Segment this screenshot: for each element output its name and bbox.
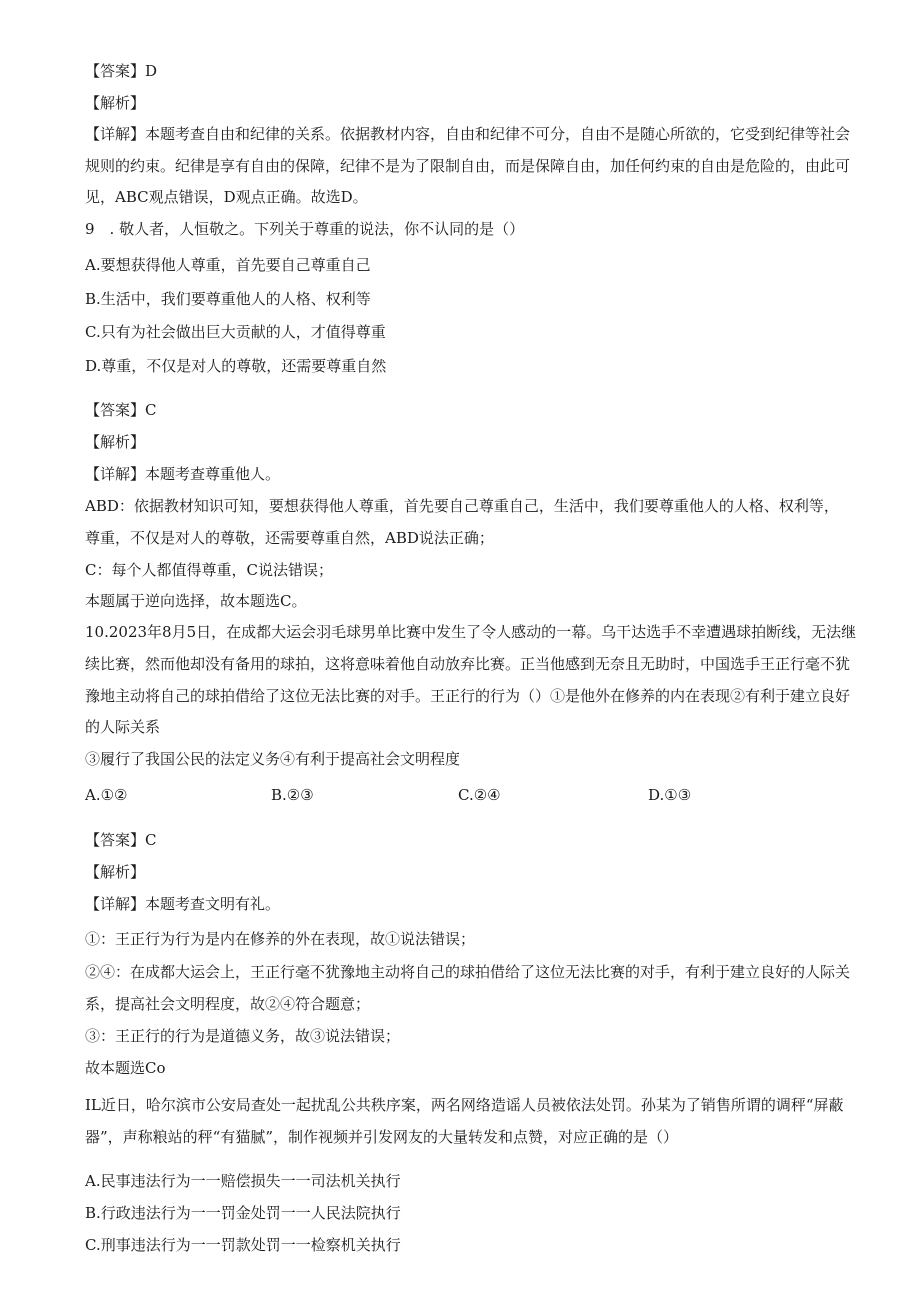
- q10-stem-line-3: 豫地主动将自己的球拍借给了这位无法比赛的对手。王正行的行为（）①是他外在修养的内在表现②有利于建立良好: [85, 687, 851, 705]
- q10-option-b: B.②③: [271, 786, 314, 804]
- q9-option-a: A.要想获得他人尊重，首先要自己尊重自己: [85, 256, 371, 274]
- q10-stem-line-1: 10.2023年8月5日，在成都大运会羽毛球男单比赛中发生了令人感动的一幕。乌干达选手不幸遭遇球拍断线，无法继: [85, 623, 857, 641]
- q11-option-c: C.刑事违法行为一一罚款处罚一一检察机关执行: [85, 1236, 401, 1254]
- q8-answer: 【答案】D: [85, 62, 158, 80]
- q9-detail-line-3: 尊重，不仅是对人的尊敬，还需要尊重自然，ABD说法正确；: [85, 529, 494, 547]
- q10-option-c: C.②④: [458, 786, 501, 804]
- q9-option-d: D.尊重，不仅是对人的尊敬，还需要尊重自然: [85, 357, 387, 375]
- q11-stem-line-1: IL近日，哈尔滨市公安局查处一起扰乱公共秩序案，两名网络造谣人员被依法处罚。孙某为了销售所谓的调秤“屏蔽: [85, 1096, 844, 1114]
- q11-option-a: A.民事违法行为一一赔偿损失一一司法机关执行: [85, 1172, 401, 1190]
- q8-detail-line-3: 见，ABC观点错误，D观点正确。故选D。: [85, 188, 368, 206]
- q9-stem: 9 . 敬人者，人恒敬之。下列关于尊重的说法，你不认同的是（）: [85, 220, 525, 238]
- q10-detail-line-6: 故本题选Co: [85, 1059, 166, 1077]
- q9-answer: 【答案】C: [85, 401, 157, 419]
- q8-detail-line-1: 【详解】本题考查自由和纪律的关系。依据教材内容，自由和纪律不可分，自由不是随心所欲的，它受到纪律等社会: [85, 125, 851, 143]
- q10-analysis-heading: 【解析】: [85, 863, 146, 881]
- q10-detail-line-4: 系，提高社会文明程度，故②④符合题意；: [85, 995, 371, 1013]
- q10-option-a: A.①②: [85, 786, 128, 804]
- q10-detail-line-5: ③：王正行的行为是道德义务，故③说法错误；: [85, 1027, 401, 1045]
- q10-option-d: D.①③: [648, 786, 692, 804]
- q9-analysis-heading: 【解析】: [85, 433, 146, 451]
- q10-stem-line-2: 续比赛，然而他却没有备用的球拍，这将意味着他自动放弃比赛。正当他感到无奈且无助时，中国选手王正行毫不犹: [85, 655, 851, 673]
- q9-option-b: B.生活中，我们要尊重他人的人格、权利等: [85, 290, 371, 308]
- q11-option-b: B.行政违法行为一一罚金处罚一一人民法院执行: [85, 1204, 401, 1222]
- q9-detail-line-2: ABD：依据教材知识可知，要想获得他人尊重，首先要自己尊重自己，生活中，我们要尊重他人的人格、权利等，: [85, 497, 839, 515]
- q10-detail-line-2: ①：王正行为行为是内在修养的外在表现，故①说法错误；: [85, 930, 476, 948]
- q9-detail-line-1: 【详解】本题考查尊重他人。: [85, 465, 281, 483]
- q8-analysis-heading: 【解析】: [85, 94, 146, 112]
- q10-stem-line-4: 的人际关系: [85, 718, 161, 736]
- q10-stem-line-5: ③履行了我国公民的法定义务④有利于提高社会文明程度: [85, 750, 461, 768]
- q9-detail-line-4: C：每个人都值得尊重，C说法错误；: [85, 561, 333, 579]
- q10-answer: 【答案】C: [85, 831, 157, 849]
- q10-detail-line-3: ②④：在成都大运会上，王正行毫不犹豫地主动将自己的球拍借给了这位无法比赛的对手，有利于建立良好的人际关: [85, 963, 851, 981]
- q10-detail-line-1: 【详解】本题考查文明有礼。: [85, 895, 281, 913]
- q9-detail-line-5: 本题属于逆向选择，故本题选C。: [85, 592, 307, 610]
- q9-option-c: C.只有为社会做出巨大贡献的人，才值得尊重: [85, 323, 386, 341]
- q8-detail-line-2: 规则的约束。纪律是享有自由的保障，纪律不是为了限制自由，而是保障自由，加任何约束的自由是危险的，由此可: [85, 157, 851, 175]
- q11-stem-line-2: 器”，声称粮站的秤“有猫腻”，制作视频并引发网友的大量转发和点赞，对应正确的是（）: [85, 1128, 679, 1146]
